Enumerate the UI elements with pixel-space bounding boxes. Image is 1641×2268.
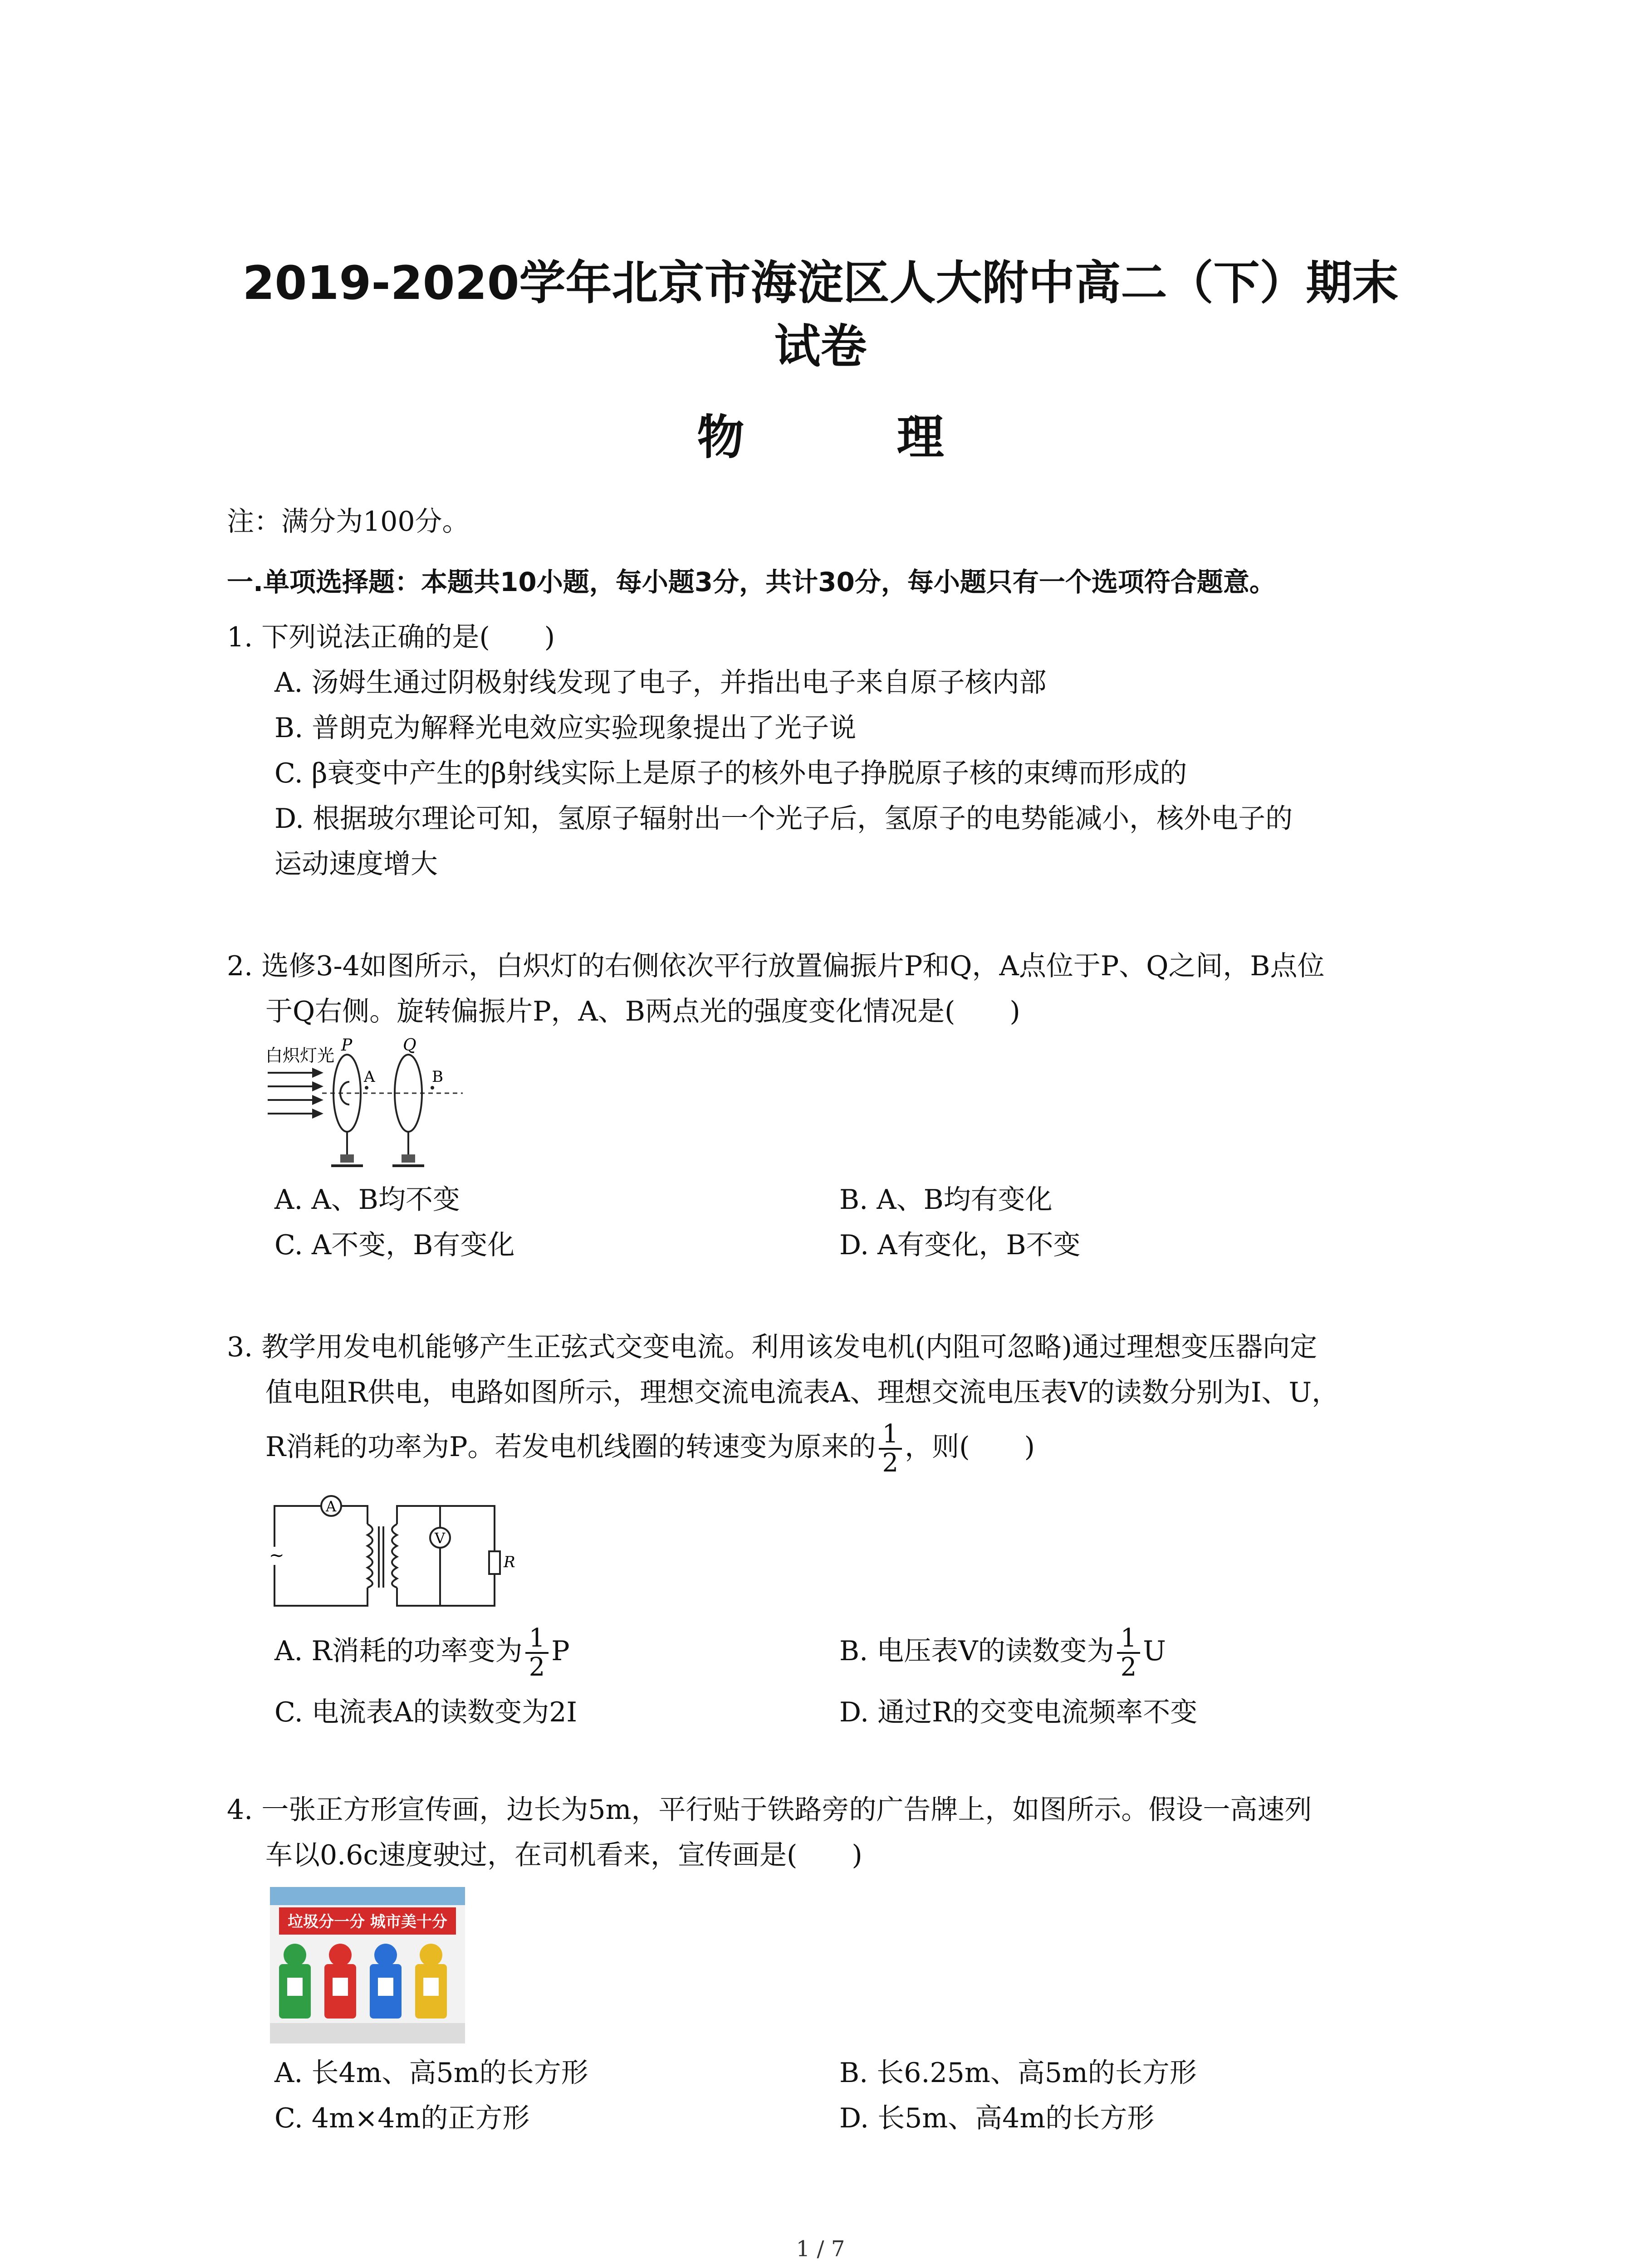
circuit-label-voltmeter: V xyxy=(435,1530,446,1547)
subject-heading: 物 理 xyxy=(697,410,1012,465)
circuit-label-ammeter: A xyxy=(326,1498,337,1515)
q4-option-d: D. 长5m、高4m的长方形 xyxy=(839,2102,1155,2134)
q3-option-b-text: B. 电压表V的读数变为 xyxy=(839,1635,1114,1667)
q1-stem: 1. 下列说法正确的是( ) xyxy=(227,621,555,653)
q3-option-c: C. 电流表A的读数变为2I xyxy=(274,1696,578,1728)
q4-option-c: C. 4m×4m的正方形 xyxy=(274,2102,530,2134)
transformer-circuit-figure xyxy=(268,1483,531,1619)
figure-label-b: B xyxy=(432,1068,443,1086)
q3-option-a-tail: P xyxy=(551,1635,570,1667)
fraction-one-half: $\frac{1}{2}$ xyxy=(1117,1625,1141,1681)
exam-title-line1: 2019-2020学年北京市海淀区人大附中高二（下）期末 xyxy=(242,256,1399,310)
figure-label-a: A xyxy=(364,1068,375,1086)
q3-option-b xyxy=(839,1619,1166,1683)
note: 注：满分为100分。 xyxy=(227,506,470,538)
q3-option-a-text: A. R消耗的功率变为 xyxy=(274,1635,523,1667)
q3-stem-line3-text: R消耗的功率为P。若发电机线圈的转速变为原来的 xyxy=(265,1431,876,1463)
q3-stem-line3 xyxy=(265,1415,1035,1479)
q2-option-a: A. A、B均不变 xyxy=(274,1184,460,1216)
bin-blue xyxy=(370,1944,402,2019)
q2-stem-line1: 2. 选修3-4如图所示，白炽灯的右侧依次平行放置偏振片P和Q，A点位于P、Q之间，B点位 xyxy=(227,950,1325,982)
q3-option-d: D. 通过R的交变电流频率不变 xyxy=(839,1696,1198,1728)
fraction-one-half: $\frac{1}{2}$ xyxy=(879,1421,902,1477)
q3-option-b-tail: U xyxy=(1143,1635,1166,1667)
figure-label-light: 白炽灯光 xyxy=(265,1046,335,1066)
q2-stem-line2: 于Q右侧。旋转偏振片P，A、B两点光的强度变化情况是( ) xyxy=(265,996,1020,1027)
q4-option-a: A. 长4m、高5m的长方形 xyxy=(274,2057,588,2089)
circuit-label-resistor: R xyxy=(504,1553,515,1571)
poster-banner-text: 垃圾分一分 城市美十分 xyxy=(288,1913,447,1931)
q3-stem-line3-tail: ，则( ) xyxy=(905,1431,1035,1463)
exam-title-line2: 试卷 xyxy=(774,320,867,374)
page-number: 1 / 7 xyxy=(796,2236,845,2262)
q1-option-b: B. 普朗克为解释光电效应实验现象提出了光子说 xyxy=(274,712,857,744)
q1-option-c: C. β衰变中产生的β射线实际上是原子的核外电子挣脱原子核的束缚而形成的 xyxy=(274,758,1187,789)
q3-stem-line2: 值电阻R供电，电路如图所示，理想交流电流表A、理想交流电压表V的读数分别为I、U， xyxy=(265,1377,1339,1408)
bin-green xyxy=(279,1944,311,2019)
poster-figure xyxy=(270,1887,465,2043)
q4-option-b: B. 长6.25m、高5m的长方形 xyxy=(839,2057,1197,2089)
polarizer-figure xyxy=(263,1034,472,1179)
q4-stem-line1: 4. 一张正方形宣传画，边长为5m，平行贴于铁路旁的广告牌上，如图所示。假设一高速列 xyxy=(227,1794,1312,1826)
section-heading: 一.单项选择题：本题共10小题，每小题3分，共计30分，每小题只有一个选项符合题意。 xyxy=(227,567,1276,597)
q1-option-d-line2: 运动速度增大 xyxy=(274,848,438,880)
bin-red xyxy=(324,1944,356,2019)
fraction-one-half: $\frac{1}{2}$ xyxy=(525,1625,549,1681)
figure-label-q: Q xyxy=(403,1036,416,1055)
q4-stem-line2: 车以0.6c速度驶过，在司机看来，宣传画是( ) xyxy=(265,1839,862,1871)
circuit-label-ac-source: ~ xyxy=(269,1545,284,1566)
q3-stem-line1: 3. 教学用发电机能够产生正弦式交变电流。利用该发电机(内阻可忽略)通过理想变压器向定 xyxy=(227,1331,1318,1363)
figure-label-p: P xyxy=(341,1036,353,1055)
bin-yellow xyxy=(415,1944,447,2019)
q2-option-b: B. A、B均有变化 xyxy=(839,1184,1053,1216)
q2-option-c: C. A不变，B有变化 xyxy=(274,1229,515,1261)
q1-option-d-line1: D. 根据玻尔理论可知，氢原子辐射出一个光子后，氢原子的电势能减小，核外电子的 xyxy=(274,803,1293,835)
q2-option-d: D. A有变化，B不变 xyxy=(839,1229,1081,1261)
q3-option-a xyxy=(274,1619,570,1683)
q1-option-a: A. 汤姆生通过阴极射线发现了电子，并指出电子来自原子核内部 xyxy=(274,667,1047,699)
